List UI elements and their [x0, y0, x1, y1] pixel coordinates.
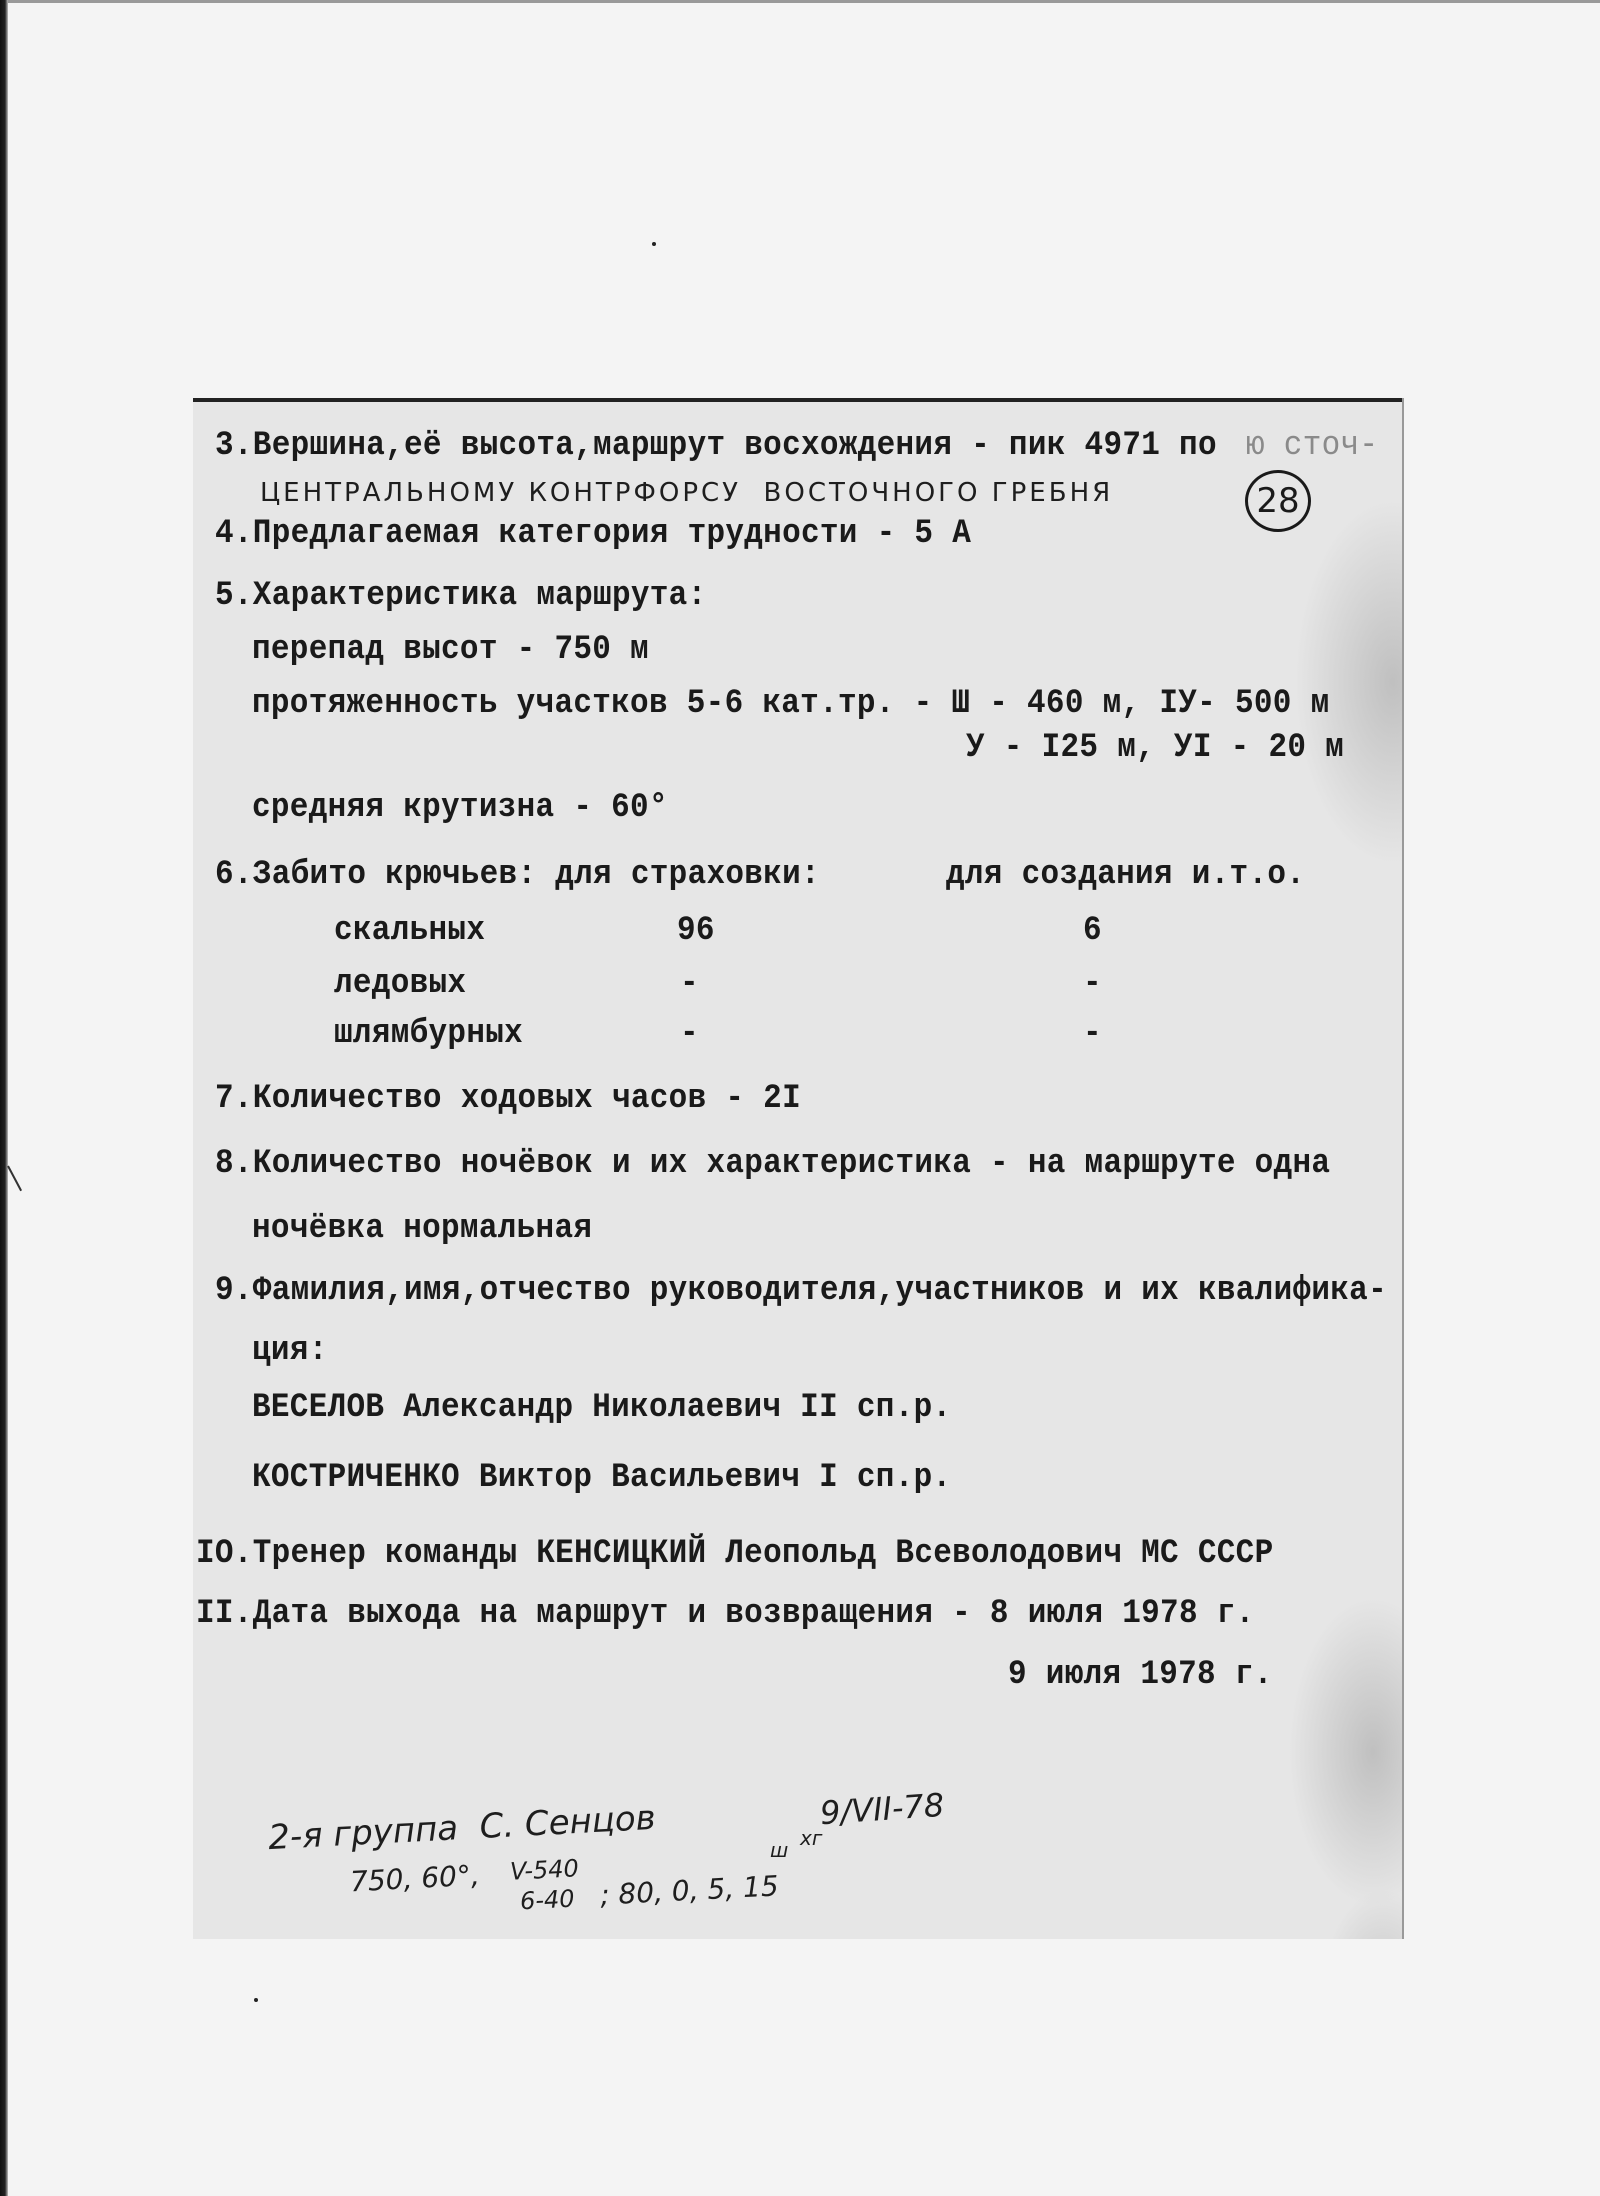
handwritten-note-date: 9/VII-78 [818, 1785, 946, 1833]
speck [652, 242, 656, 246]
item6-heading: 6.Забито крючьев: для страховки: [215, 854, 820, 895]
item4-line: 4.Предлагаемая категория трудности - 5 А [215, 513, 972, 554]
team-member: ВЕСЕЛОВ Александр Николаевич II сп.р. [252, 1387, 952, 1428]
item8-line2: ночёвка нормальная [252, 1208, 593, 1249]
item6-row-aid: - [1083, 963, 1102, 1004]
item6-row-aid: 6 [1083, 910, 1102, 951]
scan-top-edge [0, 0, 1600, 3]
handwritten-note-superscript: хг [800, 1826, 823, 1850]
item6-heading-col2: для создания и.т.о. [946, 854, 1306, 895]
scan-left-edge [0, 0, 8, 2196]
item3-handwritten-continuation: ЦЕНТРАЛЬНОМУ КОНТРФОРСУ ВОСТОЧНОГО ГРЕБНЯ [260, 478, 1114, 508]
item11-line1: II.Дата выхода на маршрут и возвращения - 8 июля 1978 г. [196, 1593, 1255, 1634]
item10-line: IO.Тренер команды КЕНСИЦКИЙ Леопольд Всеволодович МС СССР [196, 1533, 1274, 1574]
item5-heading: 5.Характеристика маршрута: [215, 575, 707, 616]
handwritten-note-superscript: ш [770, 1838, 789, 1862]
item6-row-belay: - [680, 1013, 699, 1054]
item11-line2: 9 июля 1978 г. [1008, 1654, 1273, 1695]
item5-sections-line2: У - I25 м, УI - 20 м [966, 727, 1345, 768]
item3-struck-fragment: ю сточ- [1246, 425, 1379, 466]
item9-line1: 9.Фамилия,имя,отчество руководителя,участников и их квалифика- [215, 1270, 1387, 1311]
item6-row-label: ледовых [334, 963, 467, 1004]
item7-line: 7.Количество ходовых часов - 2I [215, 1078, 801, 1119]
item5-height-difference: перепад высот - 750 м [252, 629, 649, 670]
item6-row-belay: - [680, 963, 699, 1004]
handwritten-note-values: V-540 [509, 1854, 580, 1886]
scan-scratch [7, 1166, 22, 1192]
handwritten-note-values: ; 80, 0, 5, 15 [599, 1869, 780, 1912]
speck [254, 1998, 258, 2002]
item3-line: 3.Вершина,её высота,маршрут восхождения - пик 4971 по [215, 425, 1217, 466]
item6-row-belay: 96 [677, 910, 715, 951]
item6-row-aid: - [1083, 1013, 1102, 1054]
handwritten-note-values: 750, 60°, [349, 1858, 481, 1899]
handwritten-note-group-leader: 2-я группа С. Сенцов [267, 1797, 657, 1859]
handwritten-note-values: 6-40 [519, 1884, 576, 1916]
circled-page-number: 28 [1245, 470, 1311, 532]
item6-row-label: скальных [334, 910, 486, 951]
item6-row-label: шлямбурных [334, 1013, 524, 1054]
item5-sections-line1: протяженность участков 5-6 кат.тр. - Ш - 460 м, IУ- 500 м [252, 683, 1330, 724]
item9-line2: ция: [252, 1330, 328, 1371]
team-member: КОСТРИЧЕНКО Виктор Васильевич I сп.р. [252, 1457, 952, 1498]
item8-line1: 8.Количество ночёвок и их характеристика - на маршруте одна [215, 1143, 1331, 1184]
item5-avg-steepness: средняя крутизна - 60° [252, 787, 668, 828]
